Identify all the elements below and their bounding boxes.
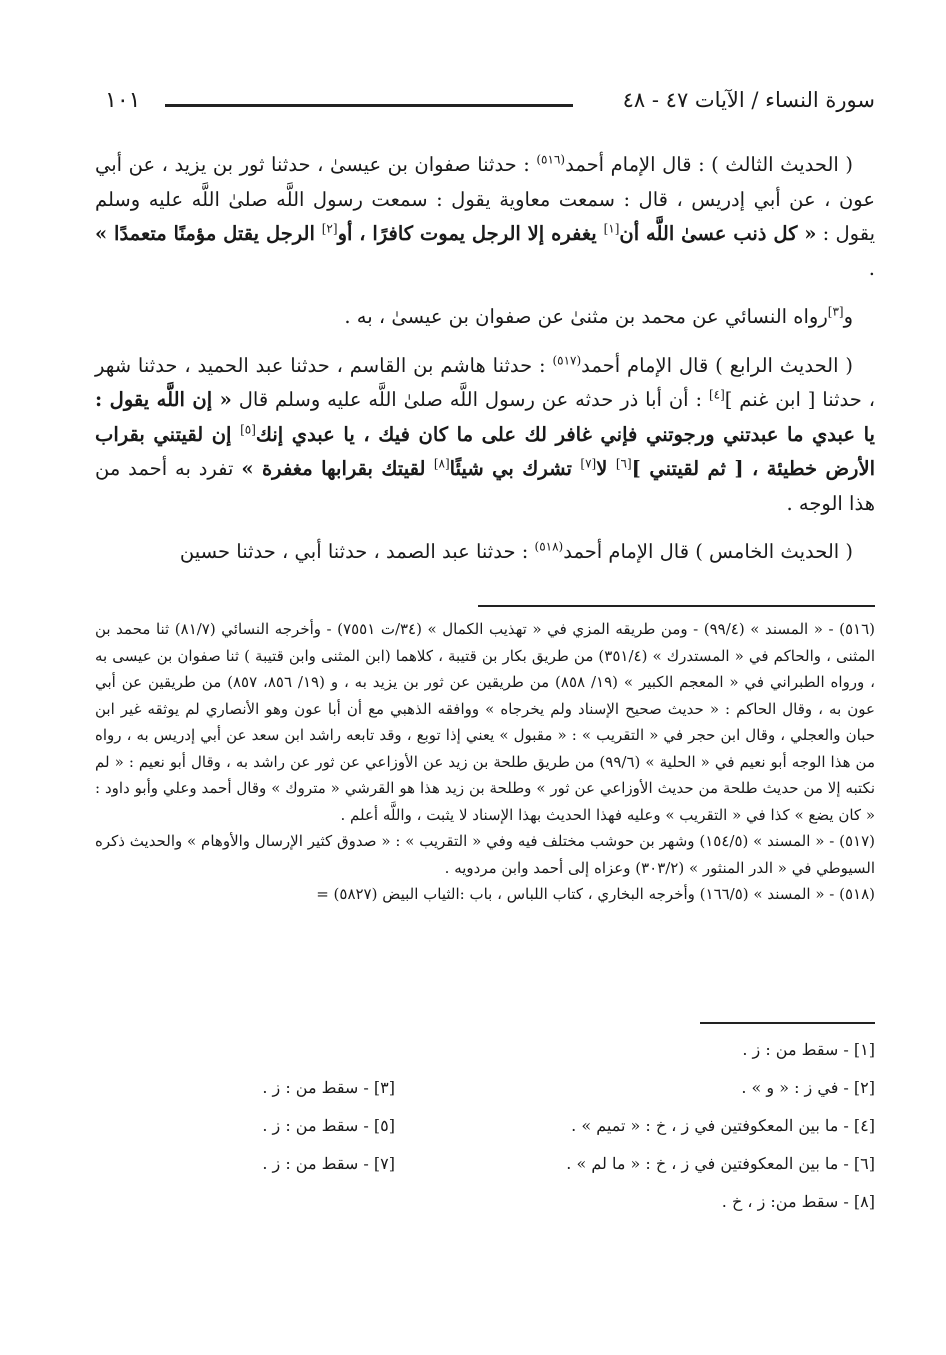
- footnotes-section: [95, 616, 875, 908]
- note-5: [٥] - سقط من : ز .: [262, 1116, 395, 1135]
- hadith-fourth-quote-4: تشرك بي شيئًا: [449, 457, 581, 480]
- hadith-third-paragraph: [95, 148, 875, 286]
- hadith-fourth-quote-3: لا: [596, 457, 616, 480]
- footnote-ref-516: (٥١٦): [536, 152, 566, 167]
- hadith-third-quote-2: يغفره إلا الرجل يموت كافرًا ، أو: [337, 222, 604, 245]
- main-text: [95, 148, 875, 584]
- footnote-ref-518: (٥١٨): [534, 539, 564, 554]
- note-1: [١] - سقط من : ز .: [742, 1040, 875, 1059]
- note-3: [٣] - سقط من : ز .: [262, 1078, 395, 1097]
- note-7: [٧] - سقط من : ز .: [262, 1154, 395, 1173]
- hadith-third-text: : حدثنا صفوان بن عيسىٰ ، حدثنا ثور بن يزيد ، عن أبي عون ، عن أبي إدريس ، قال : سمعت معاوية يقول : سمعت رسول اللَّه صلىٰ اللَّه عليه وسلم يقول :: [95, 153, 876, 245]
- hadith-fourth-text: : حدثنا هاشم بن القاسم ، حدثنا عبد الحميد ، حدثنا شهر ، حدثنا [ ابن غنم ]: [95, 353, 875, 411]
- footnote-518: (٥١٨) - « المسند » (١٦٦/٥) وأخرجه البخاري ، كتاب اللباس ، باب :الثياب البيض (٥٨٢٧) =: [316, 885, 875, 903]
- hadith-fourth-quote-1: « إن اللَّه يقول : يا عبدي ما عبدتني ورجوتني فإني غافر لك على ما كان فيك ، يا عبدي إنك: [95, 388, 875, 446]
- notes-separator: [700, 1022, 875, 1024]
- footnote-516: (٥١٦) - « المسند » (٩٩/٤) - ومن طريقه المزي في « تهذيب الكمال » (٣٤/ت ٧٥٥١) - وأخرجه النسائي (٨١/٧) ثنا محمد بن المثنى ، والحاكم في « المستدرك » (٣٥١/٤) من طريق بكار بن قتيبة ، كلاهما (ابن المثنى وابن قتيبة ) ثنا صفوان بن عيسى به ، ورواه الطبراني في « المعجم الكبير » (١٩/ ٨٥٨) من طريقين عن ثور بن يزيد به ، و (١٩/ ٨٥٦، ٨٥٧) من طريقين عن أبي عون به ، وقال الحاكم : « حديث صحيح الإسناد ولم يخرجاه » ووافقه الذهبي مع أن أبا عون وهو الأنصاري لم يوثقه غير ابن حبان والعجلي ، وقال ابن حجر في « التقريب » : « مقبول » يعني إذا توبع ، وقد تابعه راشد ابن سعد عن أبي إدريس به ، رواه من هذا الوجه أبو نعيم في « الحلية » (٩٩/٦) من طريق طلحة بن زيد عن الأوزاعي عن ثور عن راشد به ، وقال أبو نعيم : « لم نكتبه إلا من حديث طلحة من حديث الأوزاعي عن ثور » وطلحة بن زيد هذا هو القرشي « متروك » وقال أحمد وعلي وأبو داود : « كان يضع » كذا في « التقريب » وعليه فهذا الحديث بهذا الإسناد لا يثبت ، واللَّه أعلم .: [95, 620, 876, 824]
- note-ref-3: [٣]: [827, 304, 844, 319]
- note-ref-1: [١]: [603, 221, 620, 236]
- note-4: [٤] - ما بين المعكوفتين في ز ، خ : « تميم » .: [571, 1116, 875, 1135]
- header-rule: [165, 104, 573, 107]
- surah-title: سورة النساء / الآيات ٤٧ - ٤٨: [622, 88, 875, 112]
- hadith-third-end: .: [868, 256, 875, 280]
- footnote-517: (٥١٧) - « المسند » (١٥٤/٥) وشهر بن حوشب مختلف فيه وفي « التقريب » : « صدوق كثير الإرسال والأوهام » والحديث ذكره السيوطي في « الدر المنثور » (٣٠٣/٢) وعزاه إلى أحمد وابن مردويه .: [95, 832, 875, 877]
- note-ref-4: [٤]: [708, 387, 725, 402]
- hadith-third-lead: ( الحديث الثالث ) : قال الإمام أحمد: [565, 153, 853, 176]
- manuscript-notes: [95, 1040, 875, 1220]
- hadith-fourth-quote-2: إن لقيتني بقراب الأرض خطيئة ، [ ثم لقيتني ]: [95, 422, 875, 480]
- nasai-lead: و: [843, 305, 853, 328]
- footnotes-separator: [478, 605, 875, 607]
- hadith-fourth-lead: ( الحديث الرابع ) قال الإمام أحمد: [581, 353, 853, 377]
- nasai-paragraph: [95, 300, 875, 335]
- nasai-text: رواه النسائي عن محمد بن مثنىٰ عن صفوان بن عيسىٰ ، به .: [344, 305, 828, 328]
- note-8: [٨] - سقط من: ز ، خ .: [721, 1192, 875, 1211]
- note-ref-8: [٨]: [433, 456, 450, 471]
- page-header: [105, 88, 875, 122]
- note-ref-6: [٦]: [615, 456, 632, 471]
- note-ref-2: [٢]: [321, 221, 338, 236]
- hadith-fifth-text: : حدثنا عبد الصمد ، حدثنا أبي ، حدثنا حسين: [179, 540, 535, 563]
- note-ref-5: [٥]: [240, 422, 256, 436]
- hadith-fourth-end: تفرد به أحمد من هذا الوجه .: [95, 457, 875, 515]
- hadith-fourth-paragraph: [95, 349, 875, 522]
- hadith-fifth-paragraph: [95, 535, 875, 570]
- hadith-fourth-text-2: : أن أبا ذر حدثه عن رسول اللَّه صلىٰ اللَّه عليه وسلم قال: [231, 388, 709, 411]
- hadith-fifth-lead: ( الحديث الخامس ) قال الإمام أحمد: [563, 540, 853, 563]
- note-6: [٦] - ما بين المعكوفتين في ز ، خ : « ما لم » .: [566, 1154, 875, 1173]
- note-2: [٢] - في ز : « و » .: [741, 1078, 875, 1097]
- hadith-third-quote-1: « كل ذنب عسىٰ اللَّه أن: [619, 222, 817, 245]
- hadith-fourth-quote-5: لقيتك بقرابها مغفرة »: [241, 457, 434, 480]
- hadith-third-quote-3: الرجل يقتل مؤمنًا متعمدًا »: [95, 222, 322, 245]
- page-number: ١٠١: [105, 88, 141, 113]
- note-ref-7: [٧]: [580, 456, 597, 471]
- footnote-ref-517: (٥١٧): [552, 353, 582, 367]
